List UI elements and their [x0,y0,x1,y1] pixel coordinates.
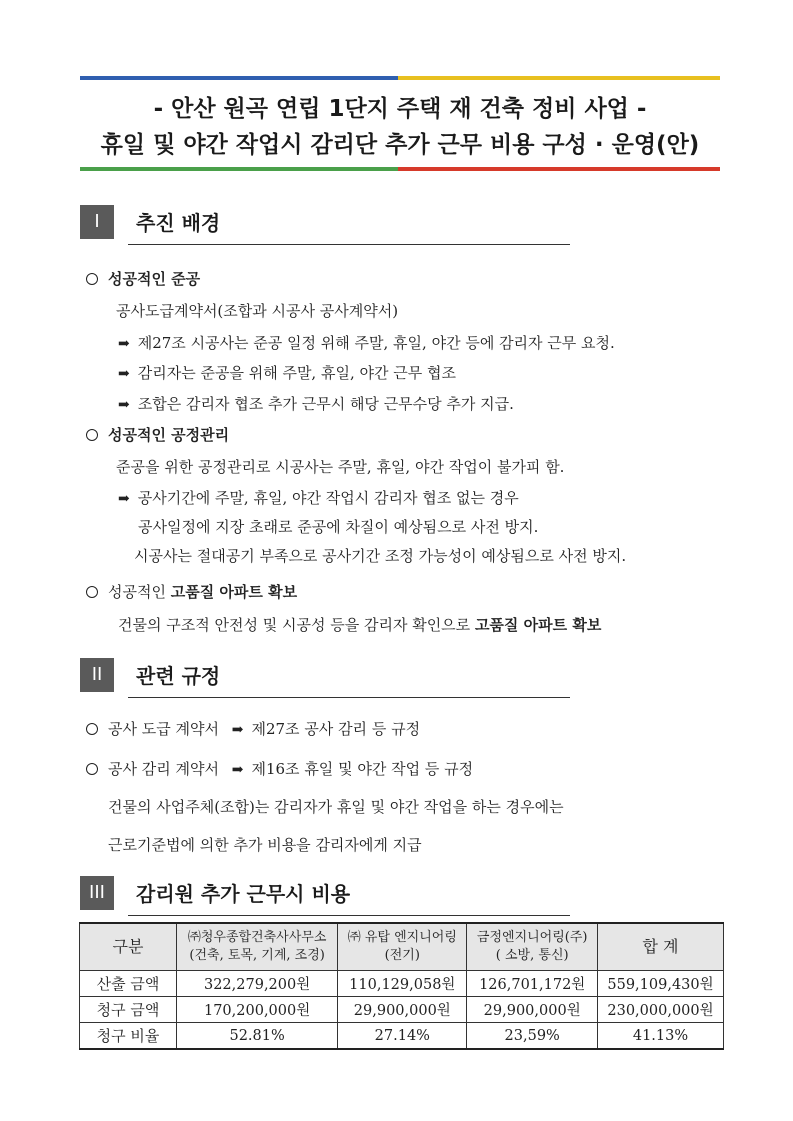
section-3-title: 감리원 추가 근무시 비용 [136,882,351,906]
table-cell: 41.13% [598,1023,724,1050]
table-row [80,971,724,997]
table-cell: 322,279,200원 [177,971,338,997]
text-line: 준공을 위한 공정관리로 시공사는 주말, 휴일, 야간 작업이 불가피 함. [116,458,565,476]
table-cell: 52.81% [177,1023,338,1050]
table-cell: 230,000,000원 [598,997,724,1023]
text-line: 근로기준법에 의한 추가 비용을 감리자에게 지급 [108,836,422,854]
arrow-right-icon: ➡ [231,762,244,778]
title-bar-red [398,167,720,171]
table-header-cell: ㈜ 유탑 엔지니어링 (전기) [338,923,467,971]
text-line: 건물의 사업주체(조합)는 감리자가 휴일 및 야간 작업을 하는 경우에는 [108,798,564,816]
table-cell: 559,109,430원 [598,971,724,997]
bullet-2-1: 공사 도급 계약서 ➡ 제27조 공사 감리 등 규정 [86,718,420,739]
cost-table [79,922,724,1050]
text-line: 공사일정에 지장 초래로 준공에 차질이 예상됨으로 사전 방지. [138,518,539,536]
section-2-title: 관련 규정 [136,664,221,688]
bullet-2-2: 공사 감리 계약서 ➡ 제16조 휴일 및 야간 작업 등 규정 [86,758,473,779]
section-3-number: III [80,876,114,910]
bullet-1-1: 성공적인 준공 [86,268,200,289]
bullet-1-2: 성공적인 공정관리 [86,424,229,445]
table-header-cell: 금정엔지니어링(주) ( 소방, 통신) [467,923,598,971]
title-bar-yellow [398,76,720,80]
table-header-cell: ㈜청우종합건축사사무소 (건축, 토목, 기계, 조경) [177,923,338,971]
arrow-right-icon: ➡ [231,722,244,738]
circle-bullet-icon [86,723,98,735]
table-header-row [80,923,724,971]
table-cell: 126,701,172원 [467,971,598,997]
table-cell: 29,900,000원 [467,997,598,1023]
circle-bullet-icon [86,429,98,441]
title-bar-blue [80,76,398,80]
table-cell: 청구 비율 [80,1023,177,1050]
table-cell: 23,59% [467,1023,598,1050]
table-header-cell: 구분 [80,923,177,971]
circle-bullet-icon [86,763,98,775]
section-1-title: 추진 배경 [136,211,221,235]
title-box [80,76,720,171]
text-line: 공사도급계약서(조합과 시공사 공사계약서) [116,302,399,320]
table-row [80,997,724,1023]
table-cell: 110,129,058원 [338,971,467,997]
arrow-line: ➡ 감리자는 준공을 위해 주말, 휴일, 야간 근무 협조 [118,364,456,382]
table-cell: 170,200,000원 [177,997,338,1023]
arrow-right-icon: ➡ [118,491,130,507]
section-2-underline [128,697,570,698]
table-header-cell: 합 계 [598,923,724,971]
section-2-number: II [80,658,114,692]
title-line-1: - 안산 원곡 연립 1단지 주택 재 건축 정비 사업 - [153,96,647,122]
section-1-underline [128,244,570,245]
section-2-header [80,658,570,694]
table-cell: 27.14% [338,1023,467,1050]
table-cell: 29,900,000원 [338,997,467,1023]
section-1-number: I [80,205,114,239]
arrow-line: ➡ 공사기간에 주말, 휴일, 야간 작업시 감리자 협조 없는 경우 [118,489,519,507]
arrow-line: ➡ 조합은 감리자 협조 추가 근무시 해당 근무수당 추가 지급. [118,395,514,413]
arrow-right-icon: ➡ [118,336,130,352]
circle-bullet-icon [86,586,98,598]
bullet-1-3: 성공적인 고품질 아파트 확보 [86,581,297,602]
table-cell: 산출 금액 [80,971,177,997]
arrow-line: ➡ 제27조 시공사는 준공 일정 위해 주말, 휴일, 야간 등에 감리자 근무 요청. [118,334,615,352]
text-line: 시공사는 절대공기 부족으로 공사기간 조정 가능성이 예상됨으로 사전 방지. [134,547,627,565]
table-row [80,1023,724,1050]
title-line-2: 휴일 및 야간 작업시 감리단 추가 근무 비용 구성 · 운영(안) [100,132,700,158]
text-line: 건물의 구조적 안전성 및 시공성 등을 감리자 확인으로 고품질 아파트 확보 [118,616,602,634]
section-3-underline [128,915,570,916]
arrow-right-icon: ➡ [118,397,130,413]
table-cell: 청구 금액 [80,997,177,1023]
section-1-header [80,205,570,241]
title-bar-green [80,167,398,171]
arrow-right-icon: ➡ [118,366,130,382]
section-3-header [80,876,570,912]
circle-bullet-icon [86,273,98,285]
